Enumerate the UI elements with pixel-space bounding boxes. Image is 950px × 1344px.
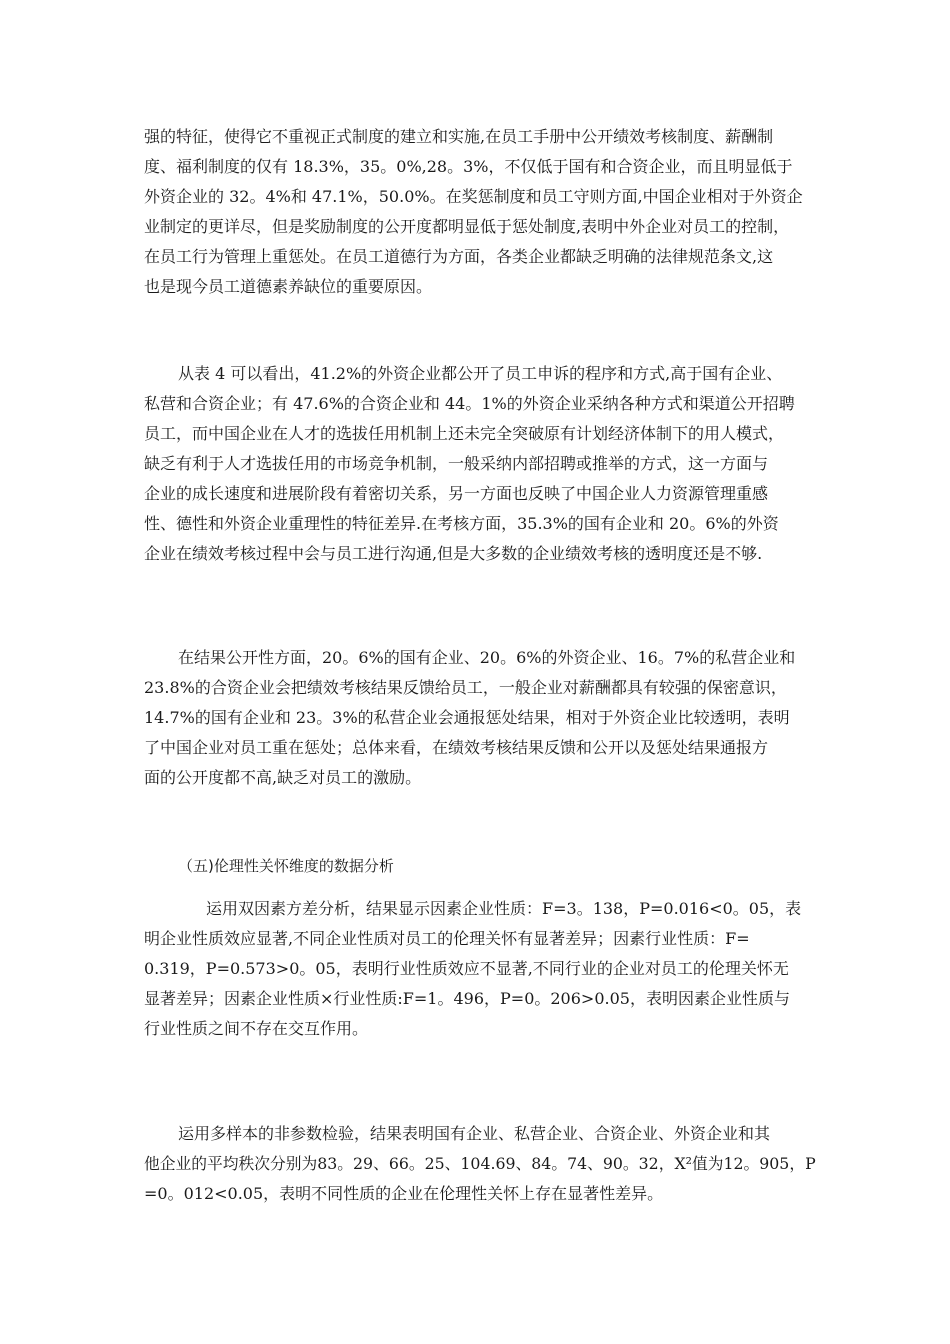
text-line: 缺乏有利于人才选拔任用的市场竞争机制，一般采纳内部招聘或推举的方式，这一方面与 bbox=[144, 454, 769, 473]
text-line: 在结果公开性方面，20。6%的国有企业、20。6%的外资企业、16。7%的私营企业和 bbox=[178, 648, 796, 667]
text-line: 明企业性质效应显著,不同企业性质对员工的伦理关怀有显著差异；因素行业性质：F= bbox=[144, 929, 750, 948]
text-line: 性、德性和外资企业重理性的特征差异.在考核方面，35.3%的国有企业和 20。6%的外资 bbox=[144, 514, 779, 533]
text-line: 也是现今员工道德素养缺位的重要原因。 bbox=[144, 277, 433, 296]
paragraph-institutional-features bbox=[144, 122, 824, 302]
paragraph-result-openness bbox=[144, 643, 824, 793]
text-line: 从表 4 可以看出，41.2%的外资企业都公开了员工申诉的程序和方式,高于国有企业、 bbox=[178, 364, 783, 383]
text-line: 企业在绩效考核过程中会与员工进行沟通,但是大多数的企业绩效考核的透明度还是不够. bbox=[144, 544, 763, 563]
text-line: 0.319，P=0.573>0。05，表明行业性质效应不显著,不同行业的企业对员工的伦理关怀无 bbox=[144, 959, 789, 978]
text-line: 运用多样本的非参数检验，结果表明国有企业、私营企业、合资企业、外资企业和其 bbox=[178, 1124, 771, 1143]
text-line: =0。012<0.05，表明不同性质的企业在伦理性关怀上存在显著性差异。 bbox=[144, 1184, 664, 1203]
text-line: 业制定的更详尽，但是奖励制度的公开度都明显低于惩处制度,表明中外企业对员工的控制， bbox=[144, 217, 790, 236]
text-line: 强的特征，使得它不重视正式制度的建立和实施,在员工手册中公开绩效考核制度、薪酬制 bbox=[144, 127, 774, 146]
paragraph-nonparametric-test bbox=[144, 1119, 824, 1209]
text-line: 外资企业的 32。4%和 47.1%，50.0%。在奖惩制度和员工守则方面,中国企业相对于外资企 bbox=[144, 187, 803, 206]
text-line: 度、福利制度的仅有 18.3%，35。0%,28。3%，不仅低于国有和合资企业，而且明显低于 bbox=[144, 157, 793, 176]
text-line: 14.7%的国有企业和 23。3%的私营企业会通报惩处结果，相对于外资企业比较透明，表明 bbox=[144, 708, 790, 727]
paragraph-table4-analysis bbox=[144, 359, 824, 569]
text-line: 23.8%的合资企业会把绩效考核结果反馈给员工，一般企业对薪酬都具有较强的保密意识， bbox=[144, 678, 787, 697]
text-line: 在员工行为管理上重惩处。在员工道德行为方面，各类企业都缺乏明确的法律规范条文,这 bbox=[144, 247, 774, 266]
text-line: 他企业的平均秩次分别为83。29、66。25、104.69、84。74、90。32，X²值为12。905，P bbox=[144, 1154, 816, 1173]
text-line: 私营和合资企业；有 47.6%的合资企业和 44。1%的外资企业采纳各种方式和渠道公开招聘 bbox=[144, 394, 795, 413]
text-line: 行业性质之间不存在交互作用。 bbox=[144, 1019, 369, 1038]
text-line: 员工，而中国企业在人才的选拔任用机制上还未完全突破原有计划经济体制下的用人模式， bbox=[144, 424, 785, 443]
text-line: 企业的成长速度和进展阶段有着密切关系，另一方面也反映了中国企业人力资源管理重感 bbox=[144, 484, 769, 503]
section-heading bbox=[144, 851, 824, 881]
text-line: 显著差异；因素企业性质×行业性质:F=1。496，P=0。206>0.05，表明因素企业性质与 bbox=[144, 989, 790, 1008]
paragraph-anova-analysis bbox=[144, 894, 824, 1044]
text-line: 运用双因素方差分析，结果显示因素企业性质：F=3。138，P=0.016<0。05，表 bbox=[206, 899, 802, 918]
text-line: 了中国企业对员工重在惩处；总体来看，在绩效考核结果反馈和公开以及惩处结果通报方 bbox=[144, 738, 769, 757]
section-heading-text: （五)伦理性关怀维度的数据分析 bbox=[178, 857, 394, 875]
text-line: 面的公开度都不高,缺乏对员工的激励。 bbox=[144, 768, 422, 787]
